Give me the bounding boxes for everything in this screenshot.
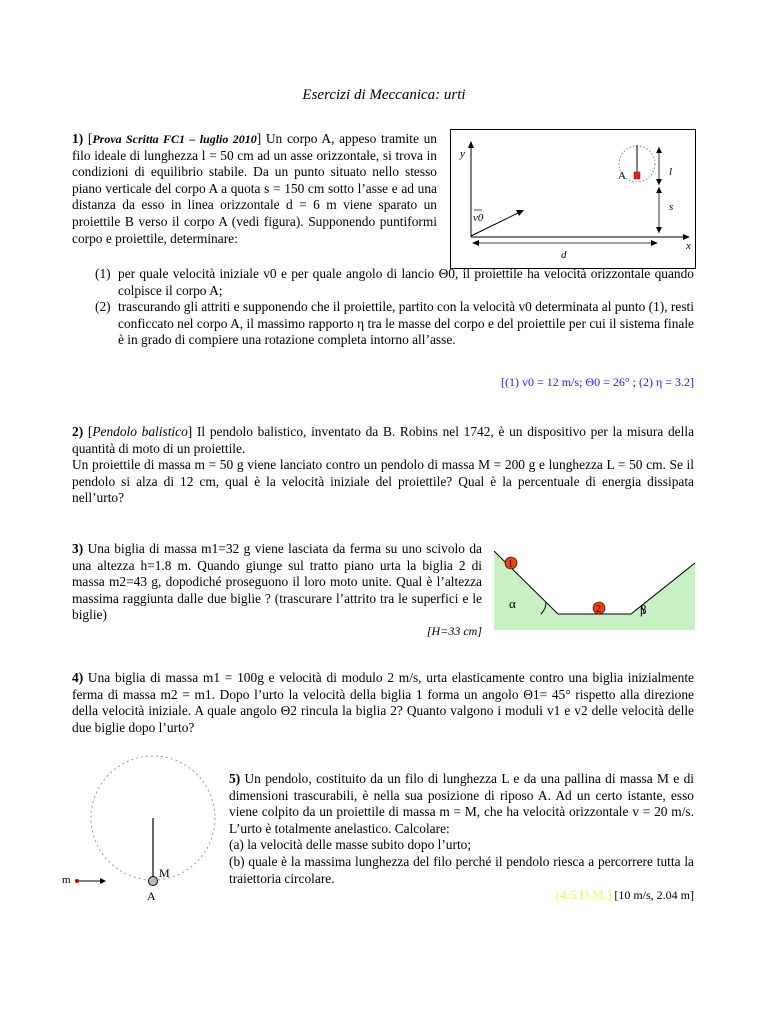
pendulum-mass [149, 877, 158, 886]
exercise-1-answer: [(1) v0 = 12 m/s; Θ0 = 26° ; (2) η = 3.2] [500, 375, 694, 389]
exercise-2-p2: Un proiettile di massa m = 50 g viene lanciato contro un pendolo di massa M = 200 g e lunghezza L = 50 cm. Se il pendolo si alza di 12 cm, qual è la velocità iniziale del proiettile? Qual è la percentuale di energia dissipata nell’urto? [72, 457, 694, 506]
beta-label: β [640, 602, 647, 617]
exercise-1-source: Prova Scritta FC1 – luglio 2010 [92, 132, 257, 146]
exercise-5-answer-line [430, 887, 694, 903]
exercise-5-figure [56, 755, 226, 905]
exercise-2: 2) [Pendolo balistico] Il pendolo balistico, inventato da B. Robins nel 1742, è un dispositivo per la misura della quantità di moto di un proiettile. Un proiettile di massa m = 50 g viene lanciato contro un pendolo di massa M = 200 g e lunghezza L = 50 cm. Se il pendolo si alza di 12 cm, qual è la velocità iniziale del proiettile? Qual è la percentuale di energia dissipata nell’urto? [72, 424, 695, 506]
exercise-5-part-a: (a) la velocità delle masse subito dopo l’urto; [229, 837, 472, 853]
exercise-5-part-b: (b) quale è la massima lunghezza del filo perché il pendolo riesca a percorrere tutta la traiettoria circolare. [229, 853, 694, 886]
exercise-3-number: 3) [72, 541, 84, 556]
exercise-3-figure [494, 551, 695, 637]
ramp-fill [494, 551, 695, 630]
exercise-2-tag: Pendolo balistico [92, 424, 188, 439]
v0-label: v0 [473, 212, 484, 224]
exercise-5-intro: Un pendolo, costituito da un filo di lunghezza L e da una pallina di massa M e di dimensioni trascurabili, è nella sua posizione di riposo A. Ad un certo istante, esso viene colpito da un proiettile di massa m = M, che ha velocità orizzontale v = 20 m/s. L’urto è totalmente anelastico. Calcolare: [229, 771, 694, 836]
x-axis-label: x [686, 240, 691, 252]
exercise-1-diagram [450, 129, 696, 269]
ball-1-label: 1 [508, 559, 513, 570]
alpha-label: α [509, 596, 516, 611]
projectile-arrow [100, 878, 106, 884]
question-1-1-text: per quale velocità iniziale v0 e per quale angolo di lancio Θ0, il proiettile ha velocità orizzontale quando colpisce il corpo A; [118, 266, 694, 298]
mass-m-big-label: M [159, 866, 170, 880]
exercise-4-number: 4) [72, 670, 84, 685]
exercise-3-answer [300, 624, 482, 639]
exercise-1-text: Un corpo A, appeso tramite un filo ideale di lunghezza l = 50 cm ad un asse orizzontale, si trova in condizioni di equilibrio stabile. Da un punto situato nello stesso piano verticale del corpo A a quota s = 150 cm sotto l’asse e ad una distanza da esso in linea orizzontale d = 6 m viene sparato un proiettile B verso il corpo A (vedi figura). Supponendo puntiformi corpo e proiettile, determinare: [72, 131, 437, 246]
exercise-5-number: 5) [229, 771, 241, 786]
exercise-3-answer-text: [H=33 cm] [426, 624, 482, 638]
projectile [75, 879, 79, 883]
exercise-5-faint-note: [4.5 D.M.] [555, 887, 612, 902]
ramp-diagram [494, 551, 695, 637]
body-a-label: A [618, 170, 626, 182]
exercise-5 [229, 771, 694, 887]
body-a [634, 172, 640, 179]
d-label: d [561, 249, 567, 261]
exercise-4 [72, 670, 694, 736]
question-1-1-number: (1) [95, 266, 111, 281]
exercise-1-figure [450, 129, 696, 269]
pendulum-diagram [56, 755, 226, 905]
ball-2-label: 2 [596, 604, 601, 615]
question-1-2 [80, 299, 694, 349]
exercise-1-intro: 1) [Prova Scritta FC1 – luglio 2010] Un corpo A, appeso tramite un filo ideale di lunghezza l = 50 cm ad un asse orizzontale, si trova in condizioni di equilibrio stabile. Da un punto situato nello stesso piano verticale del corpo A a quota s = 150 cm sotto l’asse e ad una distanza da esso in linea orizzontale d = 6 m viene sparato un proiettile B verso il corpo A (vedi figura). Supponendo puntiformi corpo e proiettile, determinare: [72, 131, 437, 246]
l-label: l [669, 166, 673, 178]
exercise-2-p1: Il pendolo balistico, inventato da B. Robins nel 1742, è un dispositivo per la misura della quantità di moto di un proiettile. [72, 424, 695, 456]
exercise-1-questions [80, 266, 694, 349]
question-1-1 [80, 266, 694, 299]
point-a-label: A [147, 889, 156, 903]
exercise-3 [72, 541, 482, 624]
exercise-1-number: 1) [72, 131, 84, 146]
exercise-4-text: Una biglia di massa m1 = 100g e velocità di modulo 2 m/s, urta elasticamente contro una biglia inizialmente ferma di massa m2 = m1. Dopo l’urto la velocità della biglia 1 forma un angolo Θ1= 45° rispetto alla direzione della velocità iniziale. A quale angolo Θ2 rincula la biglia 2? Quanto valgono i moduli v1 e v2 delle velocità delle due biglie dopo l’urto? [72, 670, 694, 735]
y-axis-label: y [460, 148, 465, 160]
question-1-2-text: trascurando gli attriti e supponendo che il proiettile, partito con la velocità v0 determinata al punto (1), resti conficcato nel corpo A, il massimo rapporto η tra le masse del corpo e del proiettile per cui il sistema finale è in grado di compiere una rotazione completa intorno all’asse. [118, 299, 694, 348]
projectile-label: m [62, 874, 71, 886]
exercise-5-answer: [10 m/s, 2.04 m] [614, 888, 694, 902]
page-title: Esercizi di Meccanica: urti [302, 87, 466, 103]
question-1-2-number: (2) [95, 299, 111, 315]
exercise-2-number: 2) [72, 424, 84, 439]
exercise-3-text: Una biglia di massa m1=32 g viene lasciata da ferma su uno scivolo da una altezza h=1.8 m. Quando giunge sul tratto piano urta la biglia 2 di massa m2=43 g, dopodiché proseguono il loro moto unite. Qual è l’altezza massima raggiunta dalle due biglie ? (trascurare l’attrito tra le superfici e le biglie) [72, 541, 482, 623]
s-label: s [669, 201, 674, 213]
